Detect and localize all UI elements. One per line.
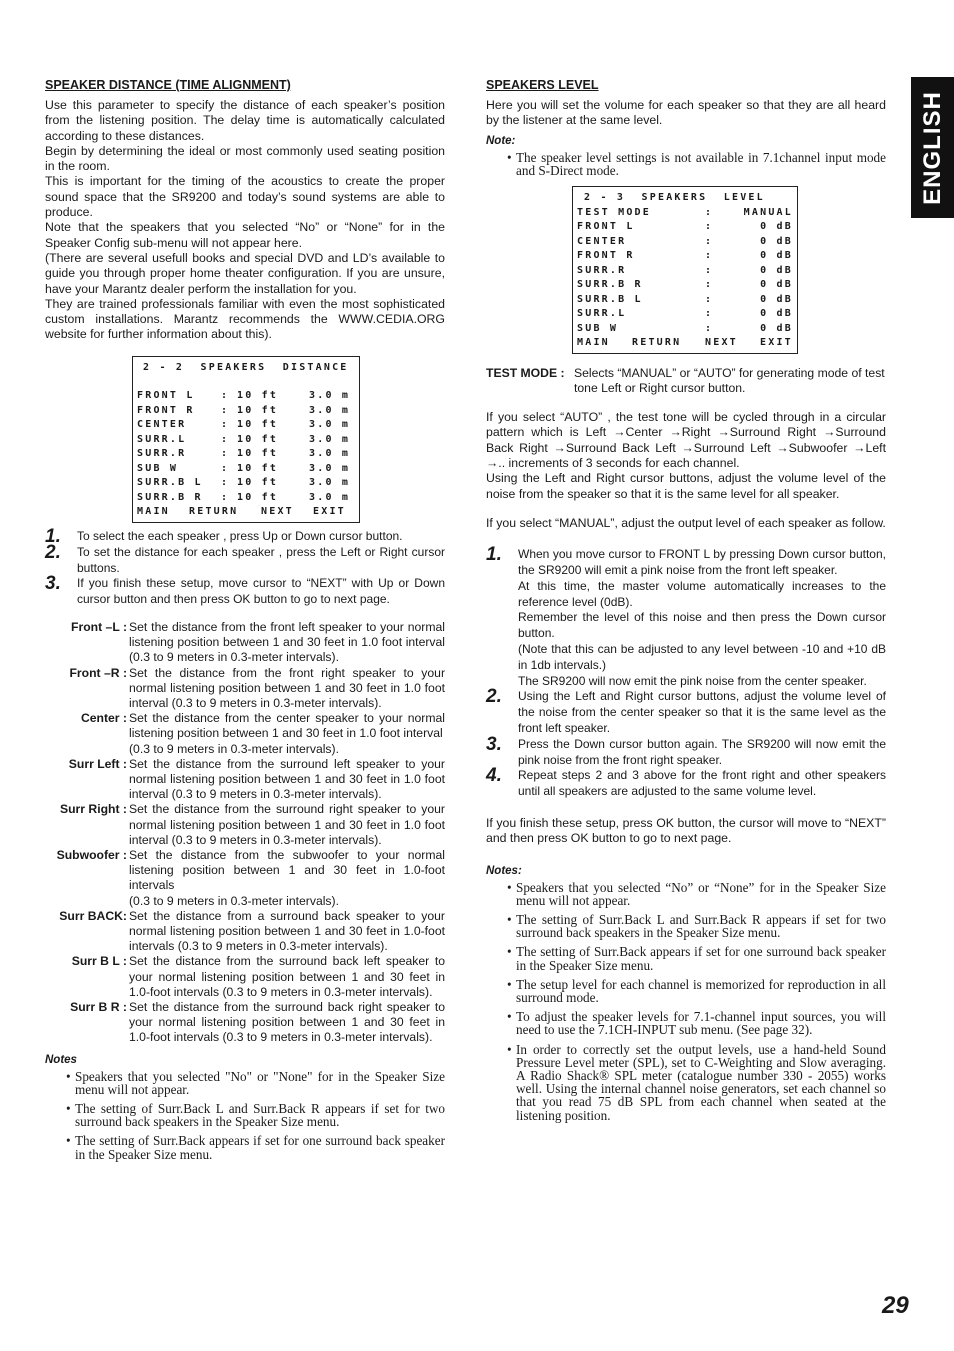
- osd-row: [577, 220, 793, 235]
- osd-colon: :: [705, 221, 714, 232]
- step-line: (Note that this can be adjusted to any level between -10 and +10 dB in 1db intervals.): [518, 641, 886, 672]
- step-line: Using the Left and Right cursor buttons, adjust the volume level of the noise from the center speaker so that it is the same level as the front left speaker.: [518, 689, 886, 735]
- definition-body: [127, 1000, 445, 1046]
- osd-feet: 10 ft: [237, 477, 279, 489]
- step-number: 3.: [486, 733, 502, 755]
- intro-paragraph: Note that the speakers that you selected “No” or “None” for in the Speaker Config sub-menu will not appear here.: [45, 220, 445, 250]
- note-item: • The setting of Surr.Back L and Surr.Back R appears if set for two surround back speakers in the Speaker Size menu.: [486, 913, 886, 939]
- right-column: [486, 78, 886, 1128]
- definition-body: [127, 848, 445, 909]
- definition-term: Surr Right :: [59, 802, 127, 817]
- definition-item: [45, 757, 445, 803]
- osd-speaker-name: TEST MODE: [577, 206, 651, 218]
- osd-colon: :: [221, 462, 230, 474]
- definition-item: [45, 848, 445, 909]
- osd-colon: :: [705, 293, 714, 305]
- definition-item: [45, 1000, 445, 1046]
- osd-speaker-name: CENTER: [577, 235, 627, 247]
- speakers-distance-osd: [132, 356, 360, 523]
- step-item: [486, 544, 886, 689]
- osd-row: [137, 418, 355, 433]
- osd-colon: :: [705, 235, 714, 247]
- osd-row: [137, 491, 355, 506]
- notes-label: Notes:: [486, 864, 522, 877]
- osd-row: [137, 389, 355, 404]
- definition-term: Surr B R :: [70, 1000, 127, 1015]
- intro-paragraph: Begin by determining the ideal or most commonly used seating position in the room.: [45, 143, 445, 174]
- note-item: • The setup level for each channel is memorized for reproduction in all surround mode.: [486, 978, 886, 1004]
- auto-paragraph: If you select “AUTO” , the test tone will be cycled through in a circular pattern which is Left →Center →Right →Surround Right →Surround Back Right →Surround Back Left →Surround Left →Subwoofer →Left →.. increments of 3 seconds for each channel.: [486, 410, 886, 470]
- step-number: 4.: [486, 765, 502, 787]
- definition-item: [45, 802, 445, 848]
- definition-body: [127, 666, 445, 712]
- osd-feet: 10 ft: [237, 404, 279, 416]
- osd-row: [577, 293, 793, 308]
- osd-feet: 10 ft: [237, 462, 279, 474]
- notes-list: [486, 881, 886, 1122]
- step-item: [486, 686, 886, 736]
- osd-colon: :: [221, 404, 230, 416]
- notes-label: Notes: [45, 1053, 77, 1066]
- note-item: • In order to correctly set the output levels, use a hand-held Sound Pressure Level meter (SPL), set to C-Weighting and Slow averaging. A Radio Shack® SPL meter (catalogue number 330 - 2055) works well. Using the internal channel noise generators, set each channel so that you read 75 dB SPL from each channel when seated at the listening position.: [486, 1043, 886, 1122]
- osd-feet: 10 ft: [237, 491, 279, 503]
- definition-item: [45, 666, 445, 712]
- note-label: Note:: [486, 134, 516, 147]
- note-item: • The setting of Surr.Back L and Surr.Back R appears if set for two surround back speakers in the Speaker Size menu.: [45, 1102, 445, 1128]
- osd-speaker-name: SURR.B R: [577, 279, 643, 290]
- osd-feet: 10 ft: [237, 448, 279, 460]
- definition-term: Surr B L :: [71, 954, 127, 969]
- intro-paragraph: Use this parameter to specify the distance of each speaker’s position from the listening position. The delay time is automatically calculated according to these distances.: [45, 98, 445, 143]
- osd-speaker-name: SUB W: [137, 462, 179, 474]
- intro-paragraph: They are trained professionals familiar with even the most sophisticated custom installations. Marantz recommends the WWW.CEDIA.ORG website for further information about this).: [45, 296, 445, 342]
- definition-body: [127, 909, 445, 955]
- osd-row: [137, 404, 355, 419]
- osd-level-value: 0 dB: [760, 279, 793, 290]
- test-mode-description: [486, 366, 886, 397]
- notes-list: [45, 1070, 445, 1161]
- osd-row: [577, 249, 793, 264]
- note-item: • The setting of Surr.Back appears if set for one surround back speaker in the Speaker Size menu.: [45, 1134, 445, 1160]
- step-item: [486, 765, 886, 800]
- level-intro: Here you will set the volume for each speaker so that they are all heard by the listener at the same level.: [486, 98, 886, 128]
- osd-colon: :: [705, 279, 714, 290]
- osd-level-value: MANUAL: [743, 206, 793, 218]
- definition-term: Front –R :: [69, 665, 127, 680]
- osd-meters: 3.0 m: [309, 419, 351, 431]
- definition-item: [45, 711, 445, 757]
- definition-body: [127, 954, 445, 1000]
- osd-level-value: 0 dB: [760, 308, 793, 319]
- osd-colon: :: [221, 491, 230, 503]
- note-item: • Speakers that you selected "No" or "None" for in the Speaker Size menu will not appear.: [45, 1070, 445, 1096]
- osd-feet: 10 ft: [237, 433, 279, 445]
- definition-text: Set the distance from a surround back speaker to your normal listening position between 1 and 30 feet in 1.0-foot intervals (0.3 to 9 meters in 0.3-meter intervals).: [129, 908, 445, 954]
- step-number: 3.: [45, 573, 61, 595]
- osd-title: 2 - 2 SPEAKERS DISTANCE: [143, 361, 349, 373]
- manual-paragraph: If you select “MANUAL”, adjust the output level of each speaker as follow.: [486, 515, 886, 530]
- step-text: [518, 547, 886, 689]
- language-tab-label: ENGLISH: [918, 90, 946, 205]
- step-line: The SR9200 will now emit the pink noise from the center speaker.: [518, 673, 867, 688]
- step-item: [45, 541, 445, 577]
- osd-row: [137, 476, 355, 491]
- osd-level-value: 0 dB: [760, 293, 793, 305]
- osd-meters: 3.0 m: [309, 433, 351, 445]
- osd-speaker-name: FRONT R: [137, 404, 195, 416]
- definition-text: Set the distance from the surround left speaker to your normal listening position between 1 and 30 feet in 1.0 foot interval (0.3 to 9 meters in 0.3-meter intervals).: [129, 756, 445, 802]
- step-text: If you finish these setup, move cursor to “NEXT” with Up or Down cursor button and then press OK button to go to next page.: [77, 576, 445, 607]
- osd-speaker-name: FRONT L: [577, 221, 635, 232]
- step-line: Repeat steps 2 and 3 above for the front right and other speakers until all speakers are adjusted to the same volume level.: [518, 768, 886, 799]
- osd-feet: 10 ft: [237, 390, 279, 402]
- osd-speaker-name: FRONT R: [577, 250, 635, 261]
- test-mode-term: TEST MODE :: [486, 365, 565, 380]
- definition-body: [127, 802, 445, 848]
- definition-extra: (0.3 to 9 meters in 0.3-meter intervals).: [129, 893, 339, 908]
- osd-speaker-name: SURR.B R: [137, 491, 203, 503]
- osd-colon: :: [221, 419, 230, 431]
- page-number: 29: [882, 1292, 909, 1319]
- osd-colon: :: [705, 206, 714, 218]
- speakers-level-osd: [572, 186, 798, 354]
- definition-text: Set the distance from the surround back left speaker to your normal listening position between 1 and 30 feet in 1.0-foot intervals (0.3 to 9 meters in 0.3-meter intervals).: [129, 954, 445, 999]
- definition-body: [127, 620, 445, 666]
- definition-text: Set the distance from the subwoofer to your normal listening position between 1 and 30 feet in 1.0-foot intervals: [129, 847, 445, 893]
- definition-item: [45, 954, 445, 1000]
- osd-speaker-name: FRONT L: [137, 390, 195, 402]
- left-column: [45, 78, 445, 1167]
- finish-paragraph: If you finish these setup, press OK button, the cursor will move to “NEXT” and then press OK button to go to next page.: [486, 815, 886, 846]
- osd-row: [577, 278, 793, 293]
- osd-level-value: 0 dB: [760, 235, 793, 247]
- osd-footer: MAIN RETURN NEXT EXIT: [137, 506, 346, 518]
- osd-row: [137, 447, 355, 462]
- osd-colon: :: [221, 448, 230, 460]
- step-item: [45, 573, 445, 608]
- osd-row: [577, 322, 793, 337]
- step-line: Press the Down cursor button again. The SR9200 will now emit the pink noise from the front right speaker.: [518, 736, 886, 767]
- step-text: To set the distance for each speaker , press the Left or Right cursor buttons.: [77, 544, 445, 575]
- definition-text: Set the distance from the front left speaker to your normal listening position between 1 and 30 feet in 1.0 foot interval (0.3 to 9 meters in 0.3-meter intervals).: [129, 619, 445, 665]
- step-text: [518, 689, 886, 736]
- osd-meters: 3.0 m: [309, 404, 351, 416]
- step-number: 2.: [486, 686, 502, 708]
- osd-speaker-name: SURR.R: [137, 448, 187, 460]
- step-text: To select the each speaker , press Up or Down cursor button.: [77, 528, 403, 543]
- definition-term: Subwoofer :: [56, 847, 127, 862]
- note-item: • The speaker level settings is not available in 7.1channel input mode and S-Direct mode.: [486, 151, 886, 177]
- definition-item: [45, 909, 445, 955]
- osd-speaker-name: SURR.R: [577, 264, 627, 276]
- osd-speaker-name: SURR.L: [137, 433, 187, 445]
- osd-colon: :: [221, 433, 230, 445]
- osd-colon: :: [221, 390, 230, 402]
- level-steps: [486, 544, 886, 800]
- note-item: • The setting of Surr.Back appears if set for one surround back speaker in the Speaker Size menu.: [486, 945, 886, 971]
- step-number: 1.: [45, 525, 61, 547]
- osd-level-value: 0 dB: [760, 250, 793, 261]
- osd-footer: MAIN RETURN NEXT EXIT: [577, 337, 793, 348]
- osd-speaker-name: SURR.L: [577, 308, 627, 319]
- osd-row: [577, 264, 793, 279]
- osd-meters: 3.0 m: [309, 448, 351, 460]
- step-item: [486, 733, 886, 769]
- definition-text: Set the distance from the surround right speaker to your normal listening position between 1 and 30 feet in 1.0 foot interval (0.3 to 9 meters in 0.3-meter intervals).: [129, 802, 445, 847]
- osd-row: [577, 307, 793, 322]
- step-line: When you move cursor to FRONT L by pressing Down cursor button, the SR9200 will emit a pink noise from the front left speaker.: [518, 547, 886, 577]
- test-mode-body: Selects “MANUAL” or “AUTO” for generating mode of test tone Left or Right cursor button.: [574, 365, 885, 395]
- intro-paragraph: (There are several usefull books and special DVD and LD’s available to guide you through proper home theater configuration. If you are unsure, have your Marantz dealer perform the installation for you.: [45, 250, 445, 296]
- osd-row: [577, 206, 793, 221]
- definition-body: [127, 757, 445, 803]
- speakers-level-heading: SPEAKERS LEVEL: [486, 78, 599, 92]
- speaker-distance-heading: SPEAKER DISTANCE (TIME ALIGNMENT): [45, 78, 291, 92]
- definition-body: [127, 711, 445, 757]
- osd-row: [577, 235, 793, 250]
- osd-level-value: 0 dB: [760, 264, 793, 276]
- osd-speaker-name: SURR.B L: [577, 293, 643, 305]
- distance-steps: [45, 525, 445, 608]
- definition-text: Set the distance from the front right speaker to your normal listening position between 1 and 30 feet in 1.0 foot interval (0.3 to 9 meters in 0.3-meter intervals).: [129, 665, 445, 710]
- osd-speaker-name: SUB W: [577, 322, 619, 334]
- osd-meters: 3.0 m: [309, 462, 351, 474]
- definition-extra: (0.3 to 9 meters in 0.3-meter intervals).: [129, 741, 339, 756]
- note-list: [486, 151, 886, 177]
- osd-meters: 3.0 m: [309, 390, 351, 402]
- osd-speaker-name: CENTER: [137, 419, 187, 431]
- osd-colon: :: [705, 250, 714, 261]
- definition-text: Set the distance from the center speaker to your normal listening position between 1 and 30 feet in 1.0 foot interval: [129, 711, 445, 741]
- definition-text: Set the distance from the surround back right speaker to your normal listening position between 1 and 30 feet in 1.0-foot intervals (0.3 to 9 meters in 0.3-meter intervals).: [129, 1000, 445, 1045]
- osd-feet: 10 ft: [237, 419, 279, 431]
- definition-term: Front –L :: [71, 619, 127, 634]
- osd-meters: 3.0 m: [309, 477, 351, 489]
- note-item: • To adjust the speaker levels for 7.1-channel input sources, you will need to use the 7.1CH-INPUT sub menu. (See page 32).: [486, 1010, 886, 1036]
- step-item: [45, 525, 445, 547]
- osd-level-value: 0 dB: [760, 322, 793, 334]
- definition-item: [45, 620, 445, 666]
- step-line: Remember the level of this noise and then press the Down cursor button.: [518, 610, 886, 641]
- osd-row: [137, 462, 355, 477]
- intro-paragraph: This is important for the timing of the acoustics to create the proper sound space that the SR9200 and today’s sound systems are able to produce.: [45, 174, 445, 220]
- note-item: • Speakers that you selected “No” or “None” for in the Speaker Size menu will not appear.: [486, 881, 886, 907]
- speaker-definitions: [45, 620, 445, 1046]
- osd-row: [137, 433, 355, 448]
- step-line: At this time, the master volume automatically increases to the reference level (0dB).: [518, 578, 886, 609]
- osd-colon: :: [705, 264, 714, 276]
- definition-term: Surr Left :: [68, 756, 127, 771]
- definition-term: Center :: [80, 711, 127, 726]
- step-text: [518, 737, 886, 769]
- osd-speaker-name: SURR.B L: [137, 477, 203, 489]
- step-number: 2.: [45, 541, 61, 563]
- osd-level-value: 0 dB: [760, 221, 793, 232]
- osd-colon: :: [705, 308, 714, 319]
- osd-colon: :: [705, 322, 714, 334]
- auto-paragraph: Using the Left and Right cursor buttons, adjust the volume level of the noise from the speaker so that it is the same level for all speaker.: [486, 471, 886, 501]
- language-tab: [911, 77, 954, 218]
- osd-colon: :: [221, 477, 230, 489]
- osd-title: 2 - 3 SPEAKERS LEVEL: [584, 192, 765, 203]
- step-number: 1.: [486, 544, 502, 566]
- step-text: [518, 768, 886, 800]
- osd-meters: 3.0 m: [309, 491, 351, 503]
- definition-term: Surr BACK:: [59, 908, 127, 923]
